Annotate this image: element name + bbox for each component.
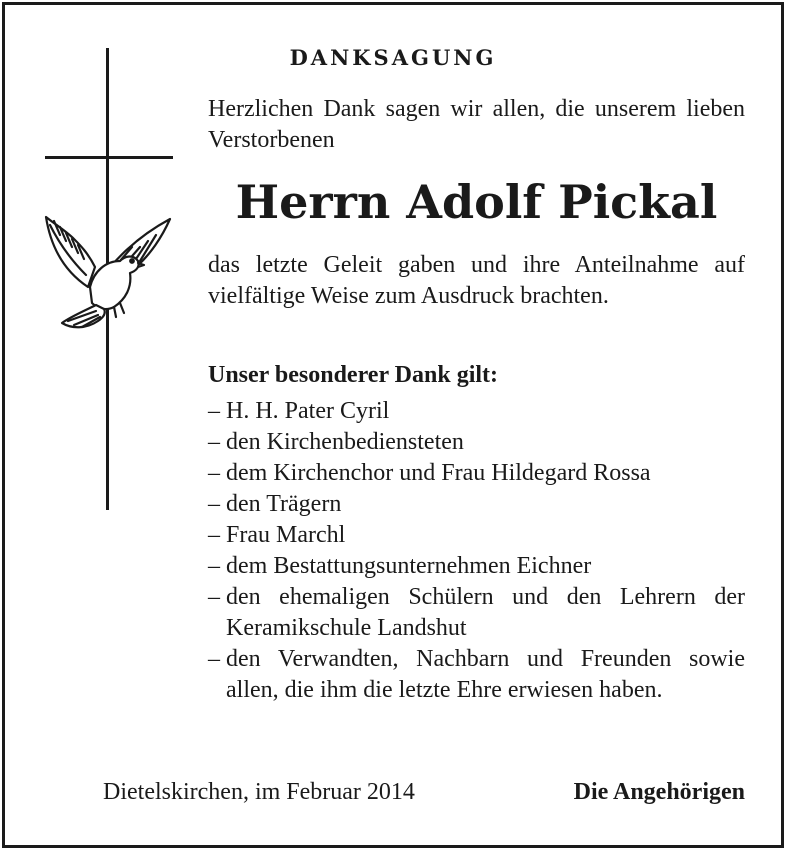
place-date: Dietelskirchen, im Februar 2014 (103, 779, 415, 805)
list-item: – den ehemaligen Schülern und den Lehrern der Keramikschule Landshut (208, 584, 745, 641)
cross-bar (45, 156, 173, 159)
list-item: – den Kirchenbediensteten (208, 429, 464, 455)
deceased-name: Herrn Adolf Pickal (235, 175, 718, 229)
signature: Die Angehörigen (573, 779, 745, 805)
list-item: – Frau Marchl (208, 522, 346, 548)
intro-text: Herzlichen Dank sagen wir allen, die unserem lieben Verstorbenen (208, 96, 745, 153)
body-text: das letzte Geleit gaben und ihre Anteilnahme auf vielfältige Weise zum Ausdruck brachten. (208, 252, 745, 309)
list-item: – den Verwandten, Nachbarn und Freunden sowie allen, die ihm die letzte Ehre erwiesen haben. (208, 646, 745, 703)
list-item: – dem Kirchenchor und Frau Hildegard Rossa (208, 460, 651, 486)
thanks-list (208, 396, 745, 706)
list-item: – den Trägern (208, 491, 342, 517)
thanks-heading: Unser besonderer Dank gilt: (208, 362, 499, 388)
list-item: – H. H. Pater Cyril (208, 398, 390, 424)
notice-heading: DANKSAGUNG (289, 45, 497, 70)
dove-icon (40, 195, 180, 345)
list-item: – dem Bestattungsunternehmen Eichner (208, 553, 592, 579)
